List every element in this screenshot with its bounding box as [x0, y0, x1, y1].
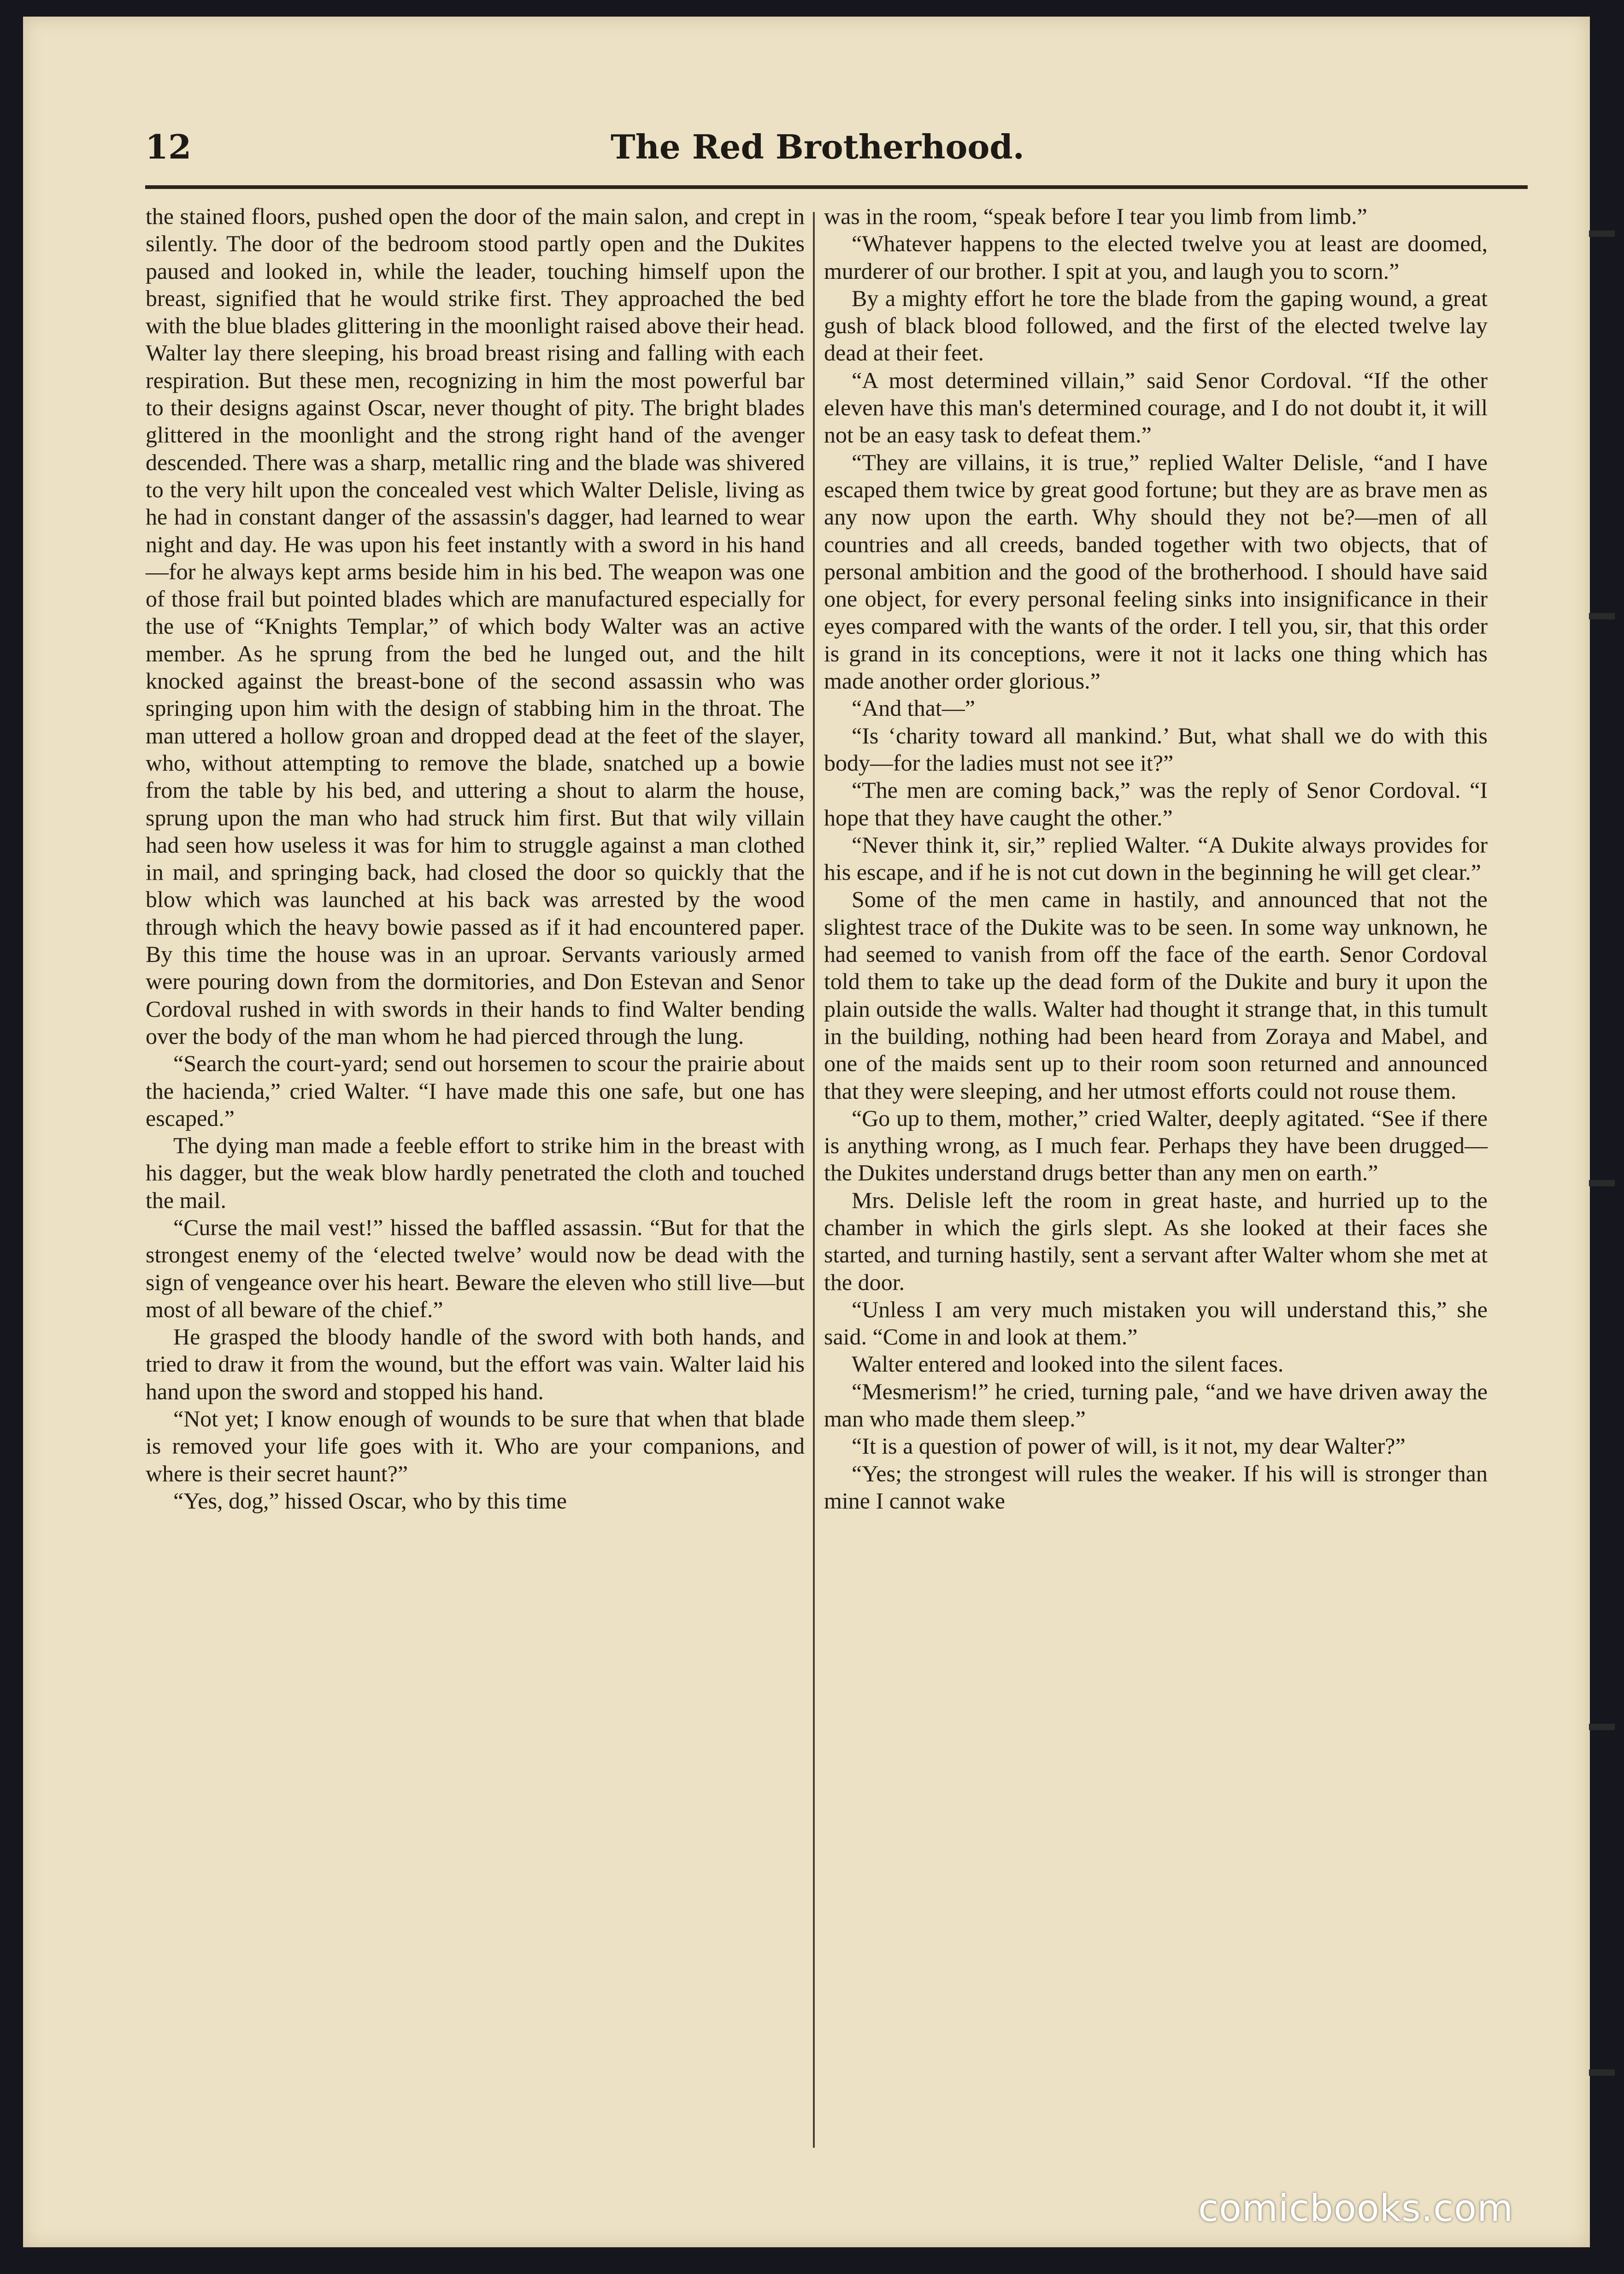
paragraph: the stained floors, pushed open the door of the main salon, and crept in silently. The door of the bedroom stood partly open and the Dukites paused and looked in, while the leader, touching himself upon the breast, signified that he would strike first. They approached the bed with the blue blades glittering in the moonlight raised above their head. Walter lay there sleeping, his broad breast rising and falling with each respiration. But these men, recognizing in him the most powerful bar to their designs against Oscar, never thought of pity. The bright blades glittered in the moonlight and the strong right hand of the avenger descended. There was a sharp, metallic ring and the blade was shivered to the very hilt upon the concealed vest which Walter Delisle, living as he had in constant danger of the assassin's dagger, had learned to wear night and day. He was upon his feet instantly with a sword in his hand—for he always kept arms beside him in his bed. The weapon was one of those frail but pointed blades which are manufactured especially for the use of “Knights Templar,” of which body Walter was an active member. As he sprung from the bed he lunged out, and the hilt knocked against the breast-bone of the second assassin who was springing upon him with the design of stabbing him in the throat. The man uttered a hollow groan and dropped dead at the feet of the slayer, who, without attempting to remove the blade, snatched up a bowie from the table by his bed, and uttering a shout to alarm the house, sprung upon the man who had struck him first. But that wily villain had seen how useless it was for him to struggle against a man clothed in mail, and springing back, had closed the door so quickly that the blow which was launched at his back was arrested by the wood through which the heavy bowie passed as if it had encountered paper. By this time the house was in an uproar. Servants variously armed were pouring down from the dormitories, and Don Estevan and Senor Cordoval rushed in with swords in their hands to find Walter bending over the body of the man whom he had pierced through the lung.	[146, 203, 805, 1049]
header-rule	[145, 185, 1528, 189]
paragraph: “Yes; the strongest will rules the weaker. If his will is stronger than mine I cannot wake	[824, 1460, 1488, 1514]
running-title: The Red Brotherhood.	[611, 127, 1024, 166]
watermark: comicbooks.com	[1198, 2187, 1514, 2230]
paragraph: “Not yet; I know enough of wounds to be sure that when that blade is removed your life goes with it. Who are your companions, and where is their secret haunt?”	[146, 1406, 805, 1486]
paragraph: “The men are coming back,” was the reply of Senor Cordoval. “I hope that they have caught the other.”	[824, 777, 1488, 831]
right-column	[824, 203, 1488, 1514]
paragraph: was in the room, “speak before I tear you limb from limb.”	[824, 203, 1367, 229]
paragraph: “It is a question of power of will, is it not, my dear Walter?”	[852, 1433, 1406, 1459]
paragraph: Walter entered and looked into the silent faces.	[852, 1351, 1284, 1377]
page-header	[145, 111, 1528, 166]
paragraph: “Is ‘charity toward all mankind.’ But, what shall we do with this body—for the ladies must not see it?”	[824, 722, 1488, 776]
paragraph: “Yes, dog,” hissed Oscar, who by this time	[173, 1487, 567, 1514]
paragraph: “And that—”	[852, 695, 975, 721]
binding-staple-mark	[1589, 1180, 1615, 1186]
paragraph: “Go up to them, mother,” cried Walter, deeply agitated. “See if there is anything wrong, as I much fear. Perhaps they have been drugged—the Dukites understand drugs better than any men on earth.”	[824, 1105, 1488, 1186]
paragraph: “Whatever happens to the elected twelve you at least are doomed, murderer of our brother. I spit at you, and laugh you to scorn.”	[824, 230, 1488, 284]
paragraph: “Never think it, sir,” replied Walter. “A Dukite always provides for his escape, and if he is not cut down in the beginning he will get clear.”	[824, 831, 1488, 885]
paragraph: He grasped the bloody handle of the sword with both hands, and tried to draw it from the wound, but the effort was vain. Walter laid his hand upon the sword and stopped his hand.	[146, 1324, 805, 1404]
paragraph: “A most determined villain,” said Senor Cordoval. “If the other eleven have this man's determined courage, and I do not doubt it, it will not be an easy task to defeat them.”	[824, 367, 1488, 448]
paragraph: “Search the court-yard; send out horsemen to scour the prairie about the hacienda,” cried Walter. “I have made this one safe, but one has escaped.”	[146, 1050, 805, 1131]
paragraph: “Curse the mail vest!” hissed the baffled assassin. “But for that the strongest enemy of the ‘elected twelve’ would now be dead with the sign of vengeance over his heart. Beware the eleven who still live—but most of all beware of the chief.”	[146, 1214, 805, 1322]
binding-staple-mark	[1589, 1724, 1615, 1730]
paragraph: Some of the men came in hastily, and announced that not the slightest trace of the Dukite was to be seen. In some way unknown, he had seemed to vanish from off the face of the earth. Senor Cordoval told them to take up the dead form of the Dukite and bury it upon the plain outside the walls. Walter had thought it strange that, in this tumult in the building, nothing had been heard from Zoraya and Mabel, and one of the maids sent up to their room soon returned and announced that they were sleeping, and her utmost efforts could not rouse them.	[824, 886, 1488, 1104]
paragraph: By a mighty effort he tore the blade from the gaping wound, a great gush of black blood followed, and the first of the elected twelve lay dead at their feet.	[824, 285, 1488, 366]
paragraph: “They are villains, it is true,” replied Walter Delisle, “and I have escaped them twice by great good fortune; but they are as brave men as any now upon the earth. Why should they not be?—men of all countries and all creeds, banded together with two objects, that of personal ambition and the good of the brotherhood. I should have said one object, for every personal feeling sinks into insignificance in their eyes compared with the wants of the order. I tell you, sir, that this order is grand in its conceptions, were it not it lacks one thing which has made another order glorious.”	[824, 449, 1488, 694]
paragraph: “Mesmerism!” he cried, turning pale, “and we have driven away the man who made them sleep.”	[824, 1378, 1488, 1432]
binding-staple-mark	[1589, 230, 1615, 237]
paragraph: The dying man made a feeble effort to strike him in the breast with his dagger, but the weak blow hardly penetrated the cloth and touched the mail.	[146, 1132, 805, 1213]
binding-staple-mark	[1589, 613, 1615, 619]
paragraph: Mrs. Delisle left the room in great haste, and hurried up to the chamber in which the girls slept. As she looked at their faces she started, and turning hastily, sent a servant after Walter whom she met at the door.	[824, 1187, 1488, 1295]
paragraph: “Unless I am very much mistaken you will understand this,” she said. “Come in and look at them.”	[824, 1296, 1488, 1350]
left-column	[146, 203, 805, 1514]
column-divider	[813, 212, 815, 2148]
page-number: 12	[145, 127, 192, 166]
binding-staple-mark	[1589, 2069, 1615, 2076]
